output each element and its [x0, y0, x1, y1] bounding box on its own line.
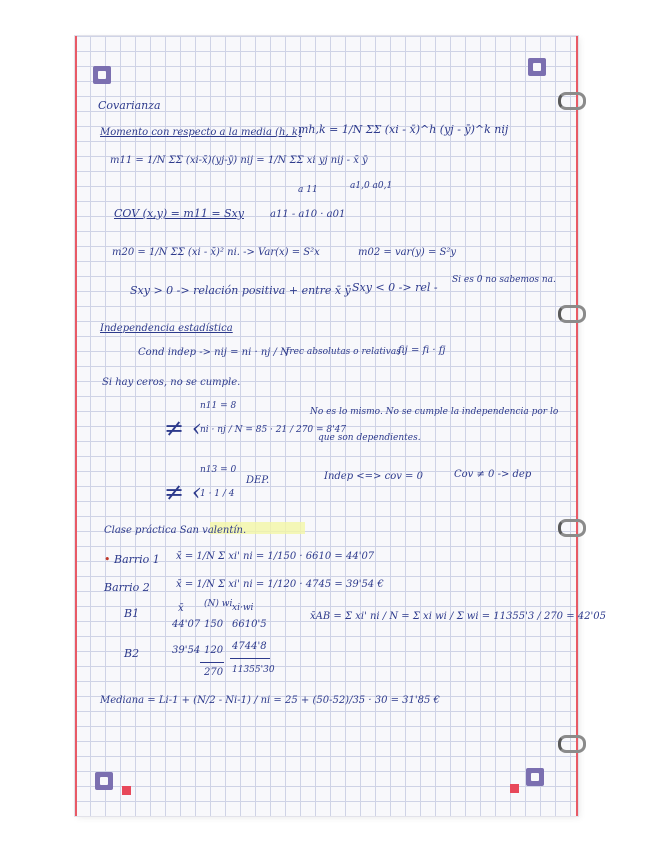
sxy-negative: Sxy < 0 -> rel -: [352, 281, 438, 294]
cov-definition: COV (x,y) = m11 = Sxy: [114, 207, 244, 220]
corner-marker-bottom-left: [95, 772, 113, 790]
table-header-xw: xi·wi: [232, 603, 254, 613]
a10-a01-label: a1,0 a0,1: [350, 181, 393, 191]
table-row-label-b1: B1: [124, 607, 140, 620]
m11-formula: m11 = 1/N ΣΣ (xi-x̄)(yj-ȳ) nij = 1/N ΣΣ xi yj nij - x̄ ȳ: [110, 155, 368, 166]
momento-title: Momento con respecto a la media (h, k): [100, 127, 302, 138]
corner-marker-top-right: [528, 58, 546, 76]
heading-independencia: Independencia estadística: [100, 323, 233, 334]
barrio1-label: • Barrio 1: [104, 553, 160, 566]
table-cell-b2-x: 39'54: [172, 645, 201, 656]
right-margin-line: [576, 36, 578, 816]
n11-value: n11 = 8: [200, 401, 237, 411]
dep-label: DEP.: [246, 475, 270, 486]
table-total-xw: 11355'30: [232, 665, 275, 675]
barrio1-text: Barrio 1: [114, 553, 160, 566]
sum-line: [230, 658, 270, 659]
si-hay-ceros: Si hay ceros, no se cumple.: [102, 377, 241, 388]
table-cell-b1-xw: 6610'5: [232, 619, 267, 630]
indep-cov: Indep <=> cov = 0: [324, 471, 423, 482]
table-row-label-b2: B2: [124, 647, 140, 660]
sxy-zero: Si es 0 no sabemos na.: [452, 275, 556, 285]
mediana-formula: Mediana = Li-1 + (N/2 - Ni-1) / ni = 25 + (50-52)/35 · 30 = 31'85 €: [100, 695, 440, 706]
table-cell-b1-x: 44'07: [172, 619, 201, 630]
red-square-marker: [510, 784, 519, 793]
table-cell-b2-w: 120: [204, 645, 224, 656]
a-relation: a11 - a10 · a01: [270, 209, 346, 220]
cond-indep: Cond indep -> nij = ni · nj / N: [138, 347, 289, 358]
corner-marker-top-left: [93, 66, 111, 84]
binder-ring: [558, 519, 586, 537]
no-es-note: No es lo mismo. No se cumple la independencia por lo: [310, 407, 559, 417]
not-equal-symbol: ≠ ‹: [164, 478, 202, 506]
barrio2-formula: x̄ = 1/N Σ xi' ni = 1/120 · 4745 = 39'54 €: [176, 579, 384, 590]
a11-label: a 11: [298, 185, 318, 195]
xab-formula: x̄AB = Σ xi' ni / N = Σ xi wi / Σ wi = 11355'3 / 270 = 42'05: [310, 611, 606, 622]
heading-covarianza: Covarianza: [98, 99, 161, 112]
not-equal-symbol: ≠ ‹: [164, 414, 202, 442]
binder-ring: [558, 735, 586, 753]
frac-calc-1: ni · nj / N = 85 · 21 / 270 = 8'47: [200, 425, 347, 435]
frac-calc-2: 1 · 1 / 4: [200, 489, 235, 499]
table-total-w: 270: [204, 667, 224, 678]
binder-ring: [558, 305, 586, 323]
frec-note: frec absolutas o relativas: [286, 347, 401, 357]
red-square-marker: [122, 786, 131, 795]
m02-formula: m02 = var(y) = S²y: [358, 247, 457, 258]
sxy-positive: Sxy > 0 -> relación positiva + entre x̄ ȳ: [130, 284, 351, 297]
binder-ring: [558, 92, 586, 110]
table-cell-b1-w: 150: [204, 619, 224, 630]
table-cell-b2-xw: 4744'8: [232, 641, 267, 652]
table-header-x: x̄: [178, 603, 184, 614]
corner-marker-bottom-right: [526, 768, 544, 786]
fij-formula: fij = fi · fj: [398, 345, 446, 356]
table-header-w: (N) wi: [204, 599, 233, 609]
m20-formula: m20 = 1/N ΣΣ (xi - x̄)² ni. -> Var(x) = S²x: [112, 247, 320, 258]
barrio1-formula: x̄ = 1/N Σ xi' ni = 1/150 · 6610 = 44'07: [176, 551, 375, 562]
sum-line: [200, 662, 224, 663]
left-margin-line: [75, 36, 77, 816]
clase-practica: Clase práctica San valentín.: [104, 525, 247, 536]
n13-value: n13 = 0: [200, 465, 237, 475]
barrio2-label: Barrio 2: [104, 581, 150, 594]
que-son-note: que son dependientes.: [318, 433, 421, 443]
mhk-formula: mh,k = 1/N ΣΣ (xi - x̄)^h (yj - ȳ)^k nij: [298, 123, 509, 136]
cov-dep: Cov ≠ 0 -> dep: [454, 469, 532, 480]
